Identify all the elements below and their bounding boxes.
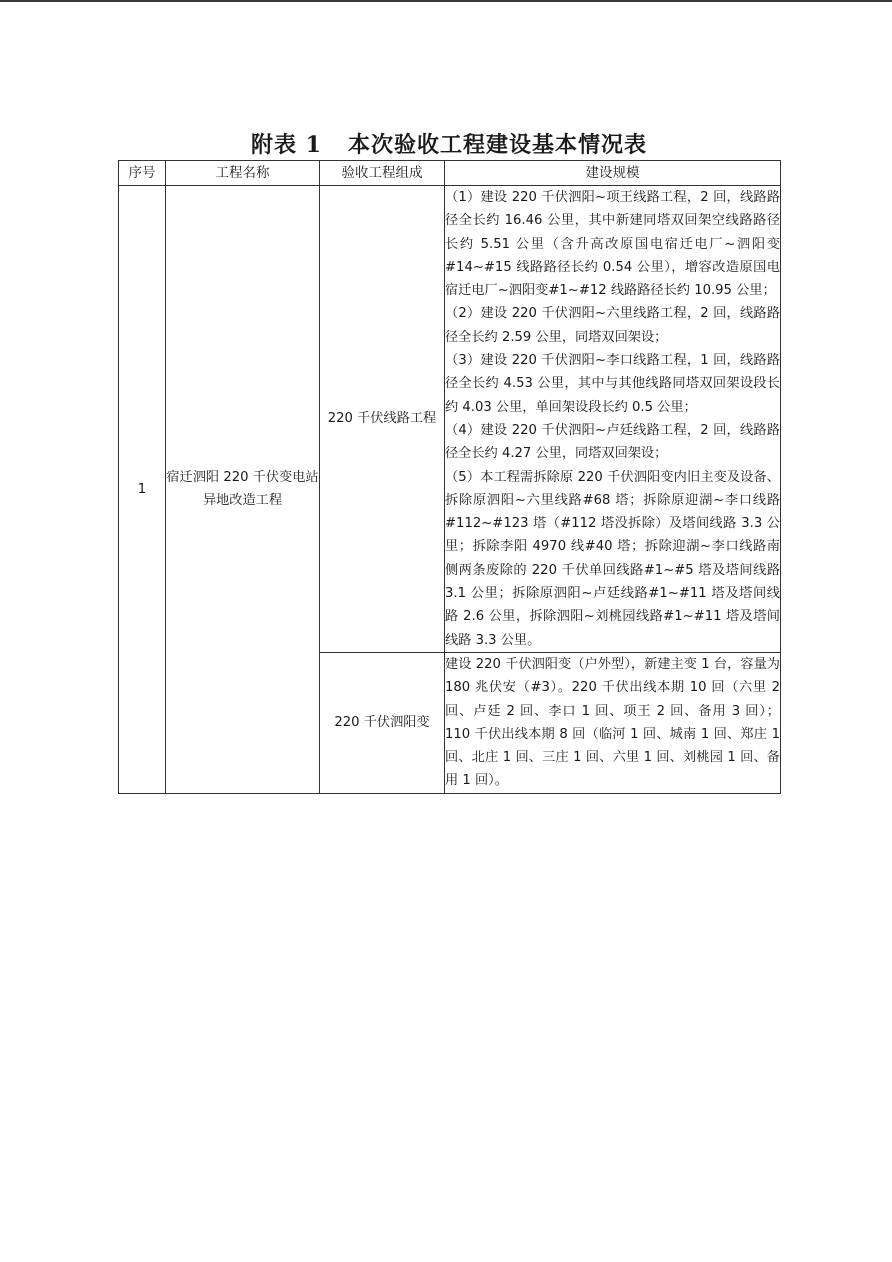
component-scale-substation bbox=[445, 652, 781, 793]
scale-item-4: （4）建设 220 千伏泗阳~卢廷线路工程，2 回，线路路径全长约 4.27 公里，同塔双回架设； bbox=[445, 422, 780, 462]
header-construction-scale: 建设规模 bbox=[445, 161, 781, 186]
table-row bbox=[119, 186, 781, 653]
header-components: 验收工程组成 bbox=[320, 161, 445, 186]
scale-item-5: （5）本工程需拆除原 220 千伏泗阳变内旧主变及设备、拆除原泗阳~六里线路#68 塔；拆除原迎湖~李口线路#112~#123 塔（#112 塔没拆除）及塔间线路 3.3 公里；拆除李阳 4970 线#40 塔；拆除迎湖~李口线路南侧两条废除的 220 千伏单回线路#1~#5 塔及塔间线路 3.1 公里；拆除原泗阳~卢廷线路#1~#11 塔及塔间线路 2.6 公里，拆除泗阳~刘桃园线路#1~#11 塔及塔间线路 3.3 公里。 bbox=[445, 469, 780, 648]
scale-item-substation: 建设 220 千伏泗阳变（户外型），新建主变 1 台，容量为 180 兆伏安（#3）。220 千伏出线本期 10 回（六里 2 回、卢廷 2 回、李口 1 回、项王 2 回、备用 3 回）；110 千伏出线本期 8 回（临河 1 回、城南 1 回、郑庄 1 回、北庄 1 回、三庄 1 回、六里 1 回、刘桃园 1 回、备用 1 回）。 bbox=[445, 656, 780, 789]
row-seq: 1 bbox=[119, 186, 166, 794]
header-project-name: 工程名称 bbox=[166, 161, 320, 186]
header-seq: 序号 bbox=[119, 161, 166, 186]
scale-item-2: （2）建设 220 千伏泗阳~六里线路工程，2 回，线路路径全长约 2.59 公里，同塔双回架设； bbox=[445, 306, 780, 345]
table-header-row bbox=[119, 161, 781, 186]
page-top-rule bbox=[0, 0, 892, 2]
row-project-name: 宿迁泗阳 220 千伏变电站异地改造工程 bbox=[166, 186, 320, 794]
scale-item-1: （1）建设 220 千伏泗阳~项王线路工程，2 回，线路路径全长约 16.46 公里，其中新建同塔双回架空线路路径长约 5.51 公里（含升高改原国电宿迁电厂~泗阳变#14~#15 线路路径长约 0.54 公里），增容改造原国电宿迁电厂~泗阳变#1~#12 线路路径长约 10.95 公里； bbox=[445, 190, 780, 299]
project-info-table bbox=[118, 160, 781, 794]
component-name-line: 220 千伏线路工程 bbox=[320, 186, 445, 653]
scale-item-3: （3）建设 220 千伏泗阳~李口线路工程，1 回，线路路径全长约 4.53 公里，其中与其他线路同塔双回架设段长约 4.03 公里，单回架设段长约 0.5 公里； bbox=[445, 353, 780, 415]
component-name-substation: 220 千伏泗阳变 bbox=[320, 652, 445, 793]
document-title: 附表 1 本次验收工程建设基本情况表 bbox=[251, 132, 647, 158]
component-scale-line bbox=[445, 186, 781, 653]
